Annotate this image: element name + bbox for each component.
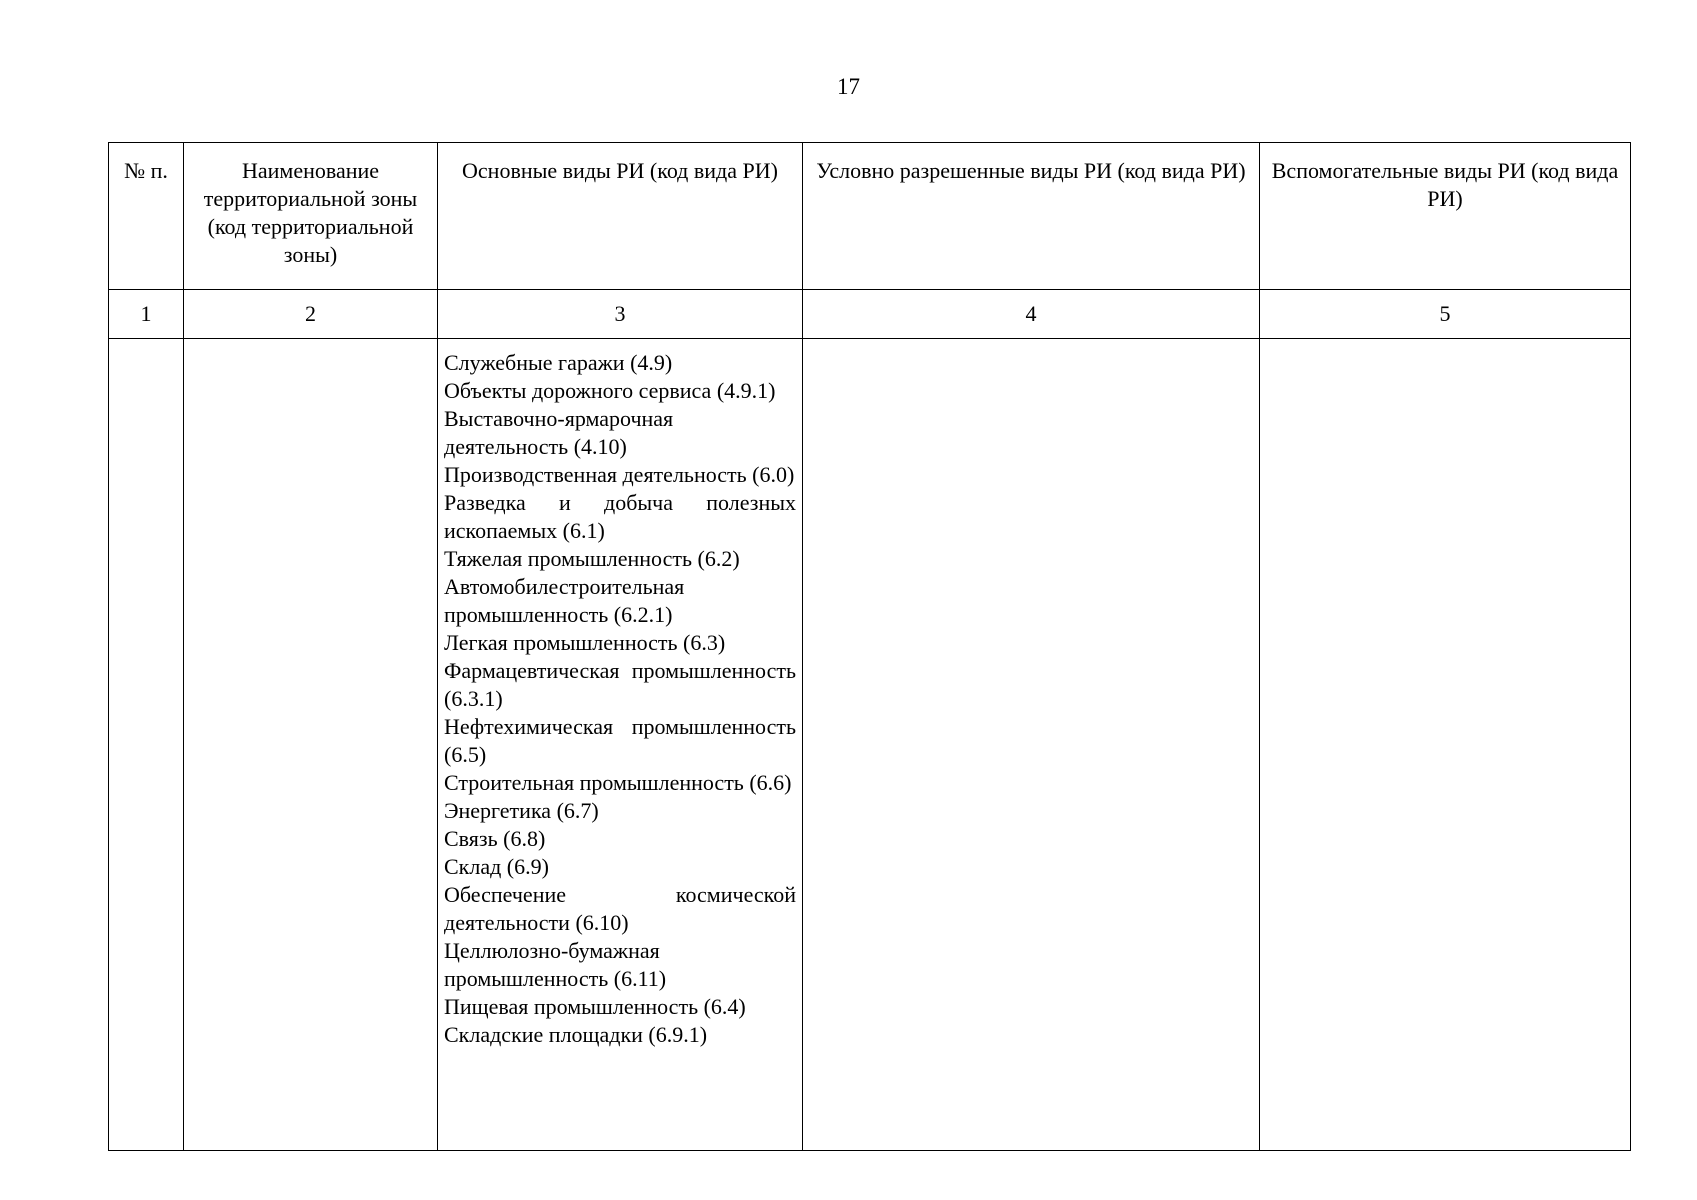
main-use-item: Целлюлозно-бумажная промышленность (6.11) [444,938,667,991]
main-use-item: Нефтехимическая промышленность (6.5) [444,714,796,767]
main-use-item: Складские площадки (6.9.1) [444,1022,708,1047]
table-header-row [109,143,1631,290]
main-use-item: Связь (6.8) [444,826,546,851]
main-use-item: Энергетика (6.7) [444,798,599,823]
main-use-item: Служебные гаражи (4.9) [444,350,673,375]
column-number: 5 [1260,290,1631,339]
main-use-item: Строительная промышленность (6.6) [444,770,792,795]
header-auxiliary-uses: Вспомогательные виды РИ (код вида РИ) [1260,143,1631,290]
column-number: 3 [438,290,803,339]
main-use-item: Легкая промышленность (6.3) [444,630,726,655]
main-use-item: Автомобилестроительная промышленность (6.2.1) [444,574,685,627]
main-uses-cell [438,339,803,1151]
main-use-item: Тяжелая промышленность (6.2) [444,546,740,571]
conditional-uses-cell [803,339,1260,1151]
main-use-item: Склад (6.9) [444,854,549,879]
header-zone-name: Наименование территориальной зоны (код территориальной зоны) [184,143,438,290]
column-number-row [109,290,1631,339]
table-row [109,339,1631,1151]
header-number: № п. [109,143,184,290]
column-number: 4 [803,290,1260,339]
main-use-item: Выставочно-ярмарочная деятельность (4.10) [444,406,674,459]
column-number: 1 [109,290,184,339]
main-use-item: Объекты дорожного сервиса (4.9.1) [444,378,776,403]
main-use-item: Пищевая промышленность (6.4) [444,994,746,1019]
main-use-item: Обеспечение космической деятельности (6.10) [444,882,796,935]
auxiliary-uses-cell [1260,339,1631,1151]
header-main-uses: Основные виды РИ (код вида РИ) [438,143,803,290]
page-number: 17 [837,74,860,99]
zone-name-cell [184,339,438,1151]
main-use-item: Разведка и добыча полезных ископаемых (6.1) [444,490,796,543]
main-use-item: Производственная деятельность (6.0) [444,462,795,487]
land-use-table [108,142,1631,1151]
main-use-item: Фармацевтическая промышленность (6.3.1) [444,658,796,711]
row-number-cell [109,339,184,1151]
header-conditional-uses: Условно разрешенные виды РИ (код вида РИ) [803,143,1260,290]
column-number: 2 [184,290,438,339]
